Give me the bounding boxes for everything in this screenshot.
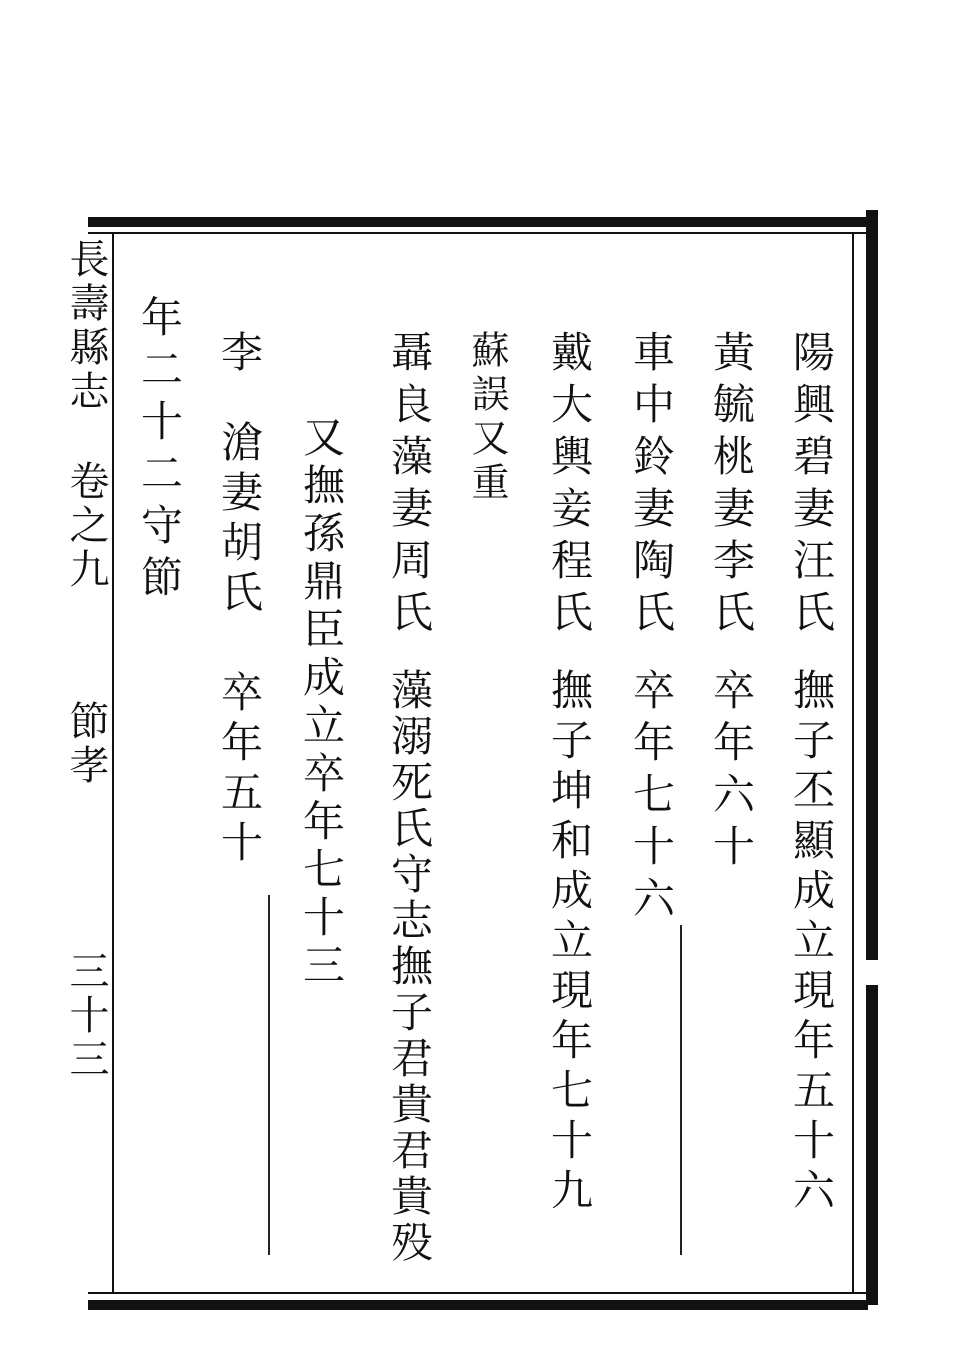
frame-top-rule: [88, 217, 868, 227]
frame-right-rule-lower: [866, 985, 878, 1305]
entry-column-3-body: 卒年七十六: [627, 668, 676, 928]
entry-column-3-head: 車中鈴妻陶氏: [627, 330, 676, 642]
entry-column-6-body: 藻溺死氏守志撫子君貴君貴殁: [385, 668, 434, 1266]
column-7-divider: [268, 895, 270, 1255]
entry-column-7-body: 又撫孫鼎臣成立卒年七十三: [297, 415, 346, 991]
frame-right-inner-rule: [852, 232, 854, 1294]
entry-column-1-body: 撫子丕顯成立現年五十六: [787, 668, 836, 1218]
entry-column-8-body: 滄妻胡氏 卒年五十: [215, 420, 264, 870]
page-number: 三十三: [63, 950, 109, 1082]
section-label: 節孝: [63, 700, 109, 788]
entry-column-1-head: 陽興碧妻汪氏: [787, 330, 836, 642]
volume-label: 卷之九: [63, 460, 109, 592]
entry-column-2-head: 黃毓桃妻李氏: [707, 330, 756, 642]
entry-column-6-head: 聶良藻妻周氏: [385, 330, 434, 642]
book-title: 長壽縣志: [63, 238, 109, 414]
entry-column-4-head: 戴大輿妾程氏: [545, 330, 594, 642]
entry-column-8-head: 李: [215, 330, 264, 382]
frame-top-inner-rule: [88, 232, 868, 234]
frame-bottom-inner-rule: [88, 1292, 868, 1294]
column-3-divider: [680, 925, 682, 1255]
entry-column-5-head: 蘇誤又重: [465, 330, 509, 506]
entry-column-9-head: 年二十二守節: [135, 295, 184, 607]
frame-right-rule-upper: [866, 210, 878, 960]
frame-bottom-rule: [88, 1300, 868, 1310]
entry-column-2-body: 卒年六十: [707, 668, 756, 876]
entry-column-4-body: 撫子坤和成立現年七十九: [545, 668, 594, 1218]
